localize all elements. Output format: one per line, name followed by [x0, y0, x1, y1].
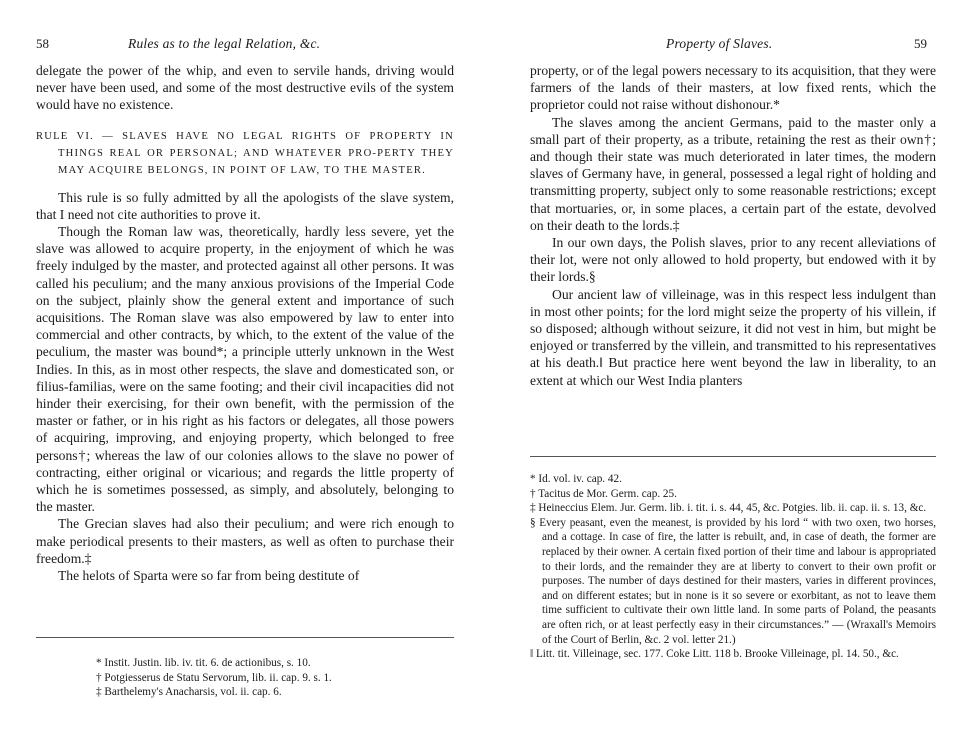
right-intro: property, or of the legal powers necessary to its acquisition, that they were farmers of the lands of their masters, at low fixed rents, which the proprietor could not raise without dishonour.*	[530, 63, 936, 113]
footnote: * Instit. Justin. lib. iv. tit. 6. de actionibus, s. 10.	[96, 657, 311, 669]
page-number-left: 58	[36, 36, 49, 51]
right-paragraph-2: In our own days, the Polish slaves, prior to any recent alleviations of their lot, were not only allowed to hold property, but endowed with it by their lords.§	[530, 235, 936, 285]
left-body	[36, 62, 454, 584]
left-paragraph-1: This rule is so fully admitted by all the apologists of the slave system, that I need not cite authorities to prove it.	[36, 189, 454, 222]
footnote-separator-left	[36, 637, 454, 638]
right-paragraph-3: Our ancient law of villeinage, was in this respect less indulgent than in most other points; for the lord might seize the property of his villein, if so disposed; although without seizure, it did not vest in him, but might be enjoyed or transferred by the villein, and transmitted to his representatives at his death.‖ But practice here went beyond the law in liberality, to an extent at which our West India planters	[530, 286, 936, 388]
footnote: † Tacitus de Mor. Germ. cap. 25.	[530, 487, 677, 500]
rule-heading: RULE VI. — SLAVES HAVE NO LEGAL RIGHTS OF PROPERTY IN THINGS REAL OR PERSONAL; AND WHATEVER PRO-PERTY THEY MAY ACQUIRE BELONGS, IN POINT OF LAW, TO THE MASTER.	[36, 130, 454, 176]
right-body	[530, 62, 936, 389]
footnote: ‡ Heineccius Elem. Jur. Germ. lib. i. tit. i. s. 44, 45, &c. Potgies. lib. ii. cap. ii. s. 13, &c.	[530, 502, 927, 515]
running-head-right: Property of Slaves.	[666, 36, 773, 51]
footnote: † Potgiesserus de Statu Servorum, lib. ii. cap. 9. s. 1.	[96, 671, 332, 684]
footnote: ‖ Litt. tit. Villeinage, sec. 177. Coke Litt. 118 b. Brooke Villeinage, pl. 14. 50., &c.	[530, 648, 899, 661]
right-paragraph-1: The slaves among the ancient Germans, paid to the master only a small part of their property, as a tribute, retaining the rest as their own†; and though their state was much deteriorated in later times, the modern slaves of Germany have, in general, possessed a legal right of holding and transmitting property, subject only to some reasonable restrictions; except that mortuaries, or, in some places, a certain part of the estate, devolved on their death to the lords.‡	[530, 114, 936, 233]
footnote-separator-right	[530, 456, 936, 457]
right-page	[490, 0, 980, 731]
footnote: * Id. vol. iv. cap. 42.	[530, 473, 622, 485]
running-head-left: Rules as to the legal Relation, &c.	[128, 36, 321, 51]
footnote: ‡ Barthelemy's Anacharsis, vol. ii. cap. 6.	[96, 686, 282, 699]
left-footnotes	[96, 656, 436, 700]
right-footnotes	[530, 472, 936, 662]
left-intro: delegate the power of the whip, and even to servile hands, driving would never have been used, and some of the most destructive evils of the system would have no existence.	[36, 63, 454, 113]
footnote: § Every peasant, even the meanest, is provided by his lord “ with two oxen, two horses, and a cottage. In case of fire, the latter is rebuilt, and, in case of death, the former are replaced by their owner. A certain fixed portion of their time and labour is appropriated to their lords, and the remainder they are at liberty to convert to their own profit or purposes. The number of days destined for their masters, varies in different provinces, and on different estates; but in none is it so severe or exorbitant, as not to leave them time sufficient to cultivate their own little land. In some parts of Poland, the peasants are often rich, or at least perfectly easy in their circumstances.” — (Wraxall's Memoirs of the Court of Berlin, &c. 2 vol. letter 21.)	[530, 516, 936, 646]
page-number-right: 59	[914, 36, 927, 51]
left-paragraph-3: The Grecian slaves had also their peculium; and were rich enough to make periodical presents to their masters, as well as often to purchase their freedom.‡	[36, 516, 454, 566]
left-paragraph-4: The helots of Sparta were so far from being destitute of	[58, 568, 360, 584]
left-paragraph-2: Though the Roman law was, theoretically, hardly less severe, yet the slave was allowed to acquire property, in the enjoyment of which he was freely indulged by the master, and protected against all other persons. It was called his peculium; and the many anxious provisions of the Imperial Code on the subject, plainly show the general extent and importance of such acquisitions. The Roman slave was also empowered by law to enter into commercial and other contracts, by which, to the extent of the value of the peculium, the master was bound*; a principle utterly unknown in the West Indies. In this, as in most other respects, the slave and domesticated son, or filius-familias, were on the same footing; and their civil incapacities did not hinder their exercising, for their own benefit, with the permission of the master or father, or in his right as his factors or delegates, all those powers of acquiring, improving, and enjoying property, which belonged to free persons†; whereas the law of our colonies allows to the slave no power of contracting, either original or vicarious; and regards the little property of which he is sometimes possessed, as simply, and absolutely, belonging to the master.	[36, 224, 454, 515]
